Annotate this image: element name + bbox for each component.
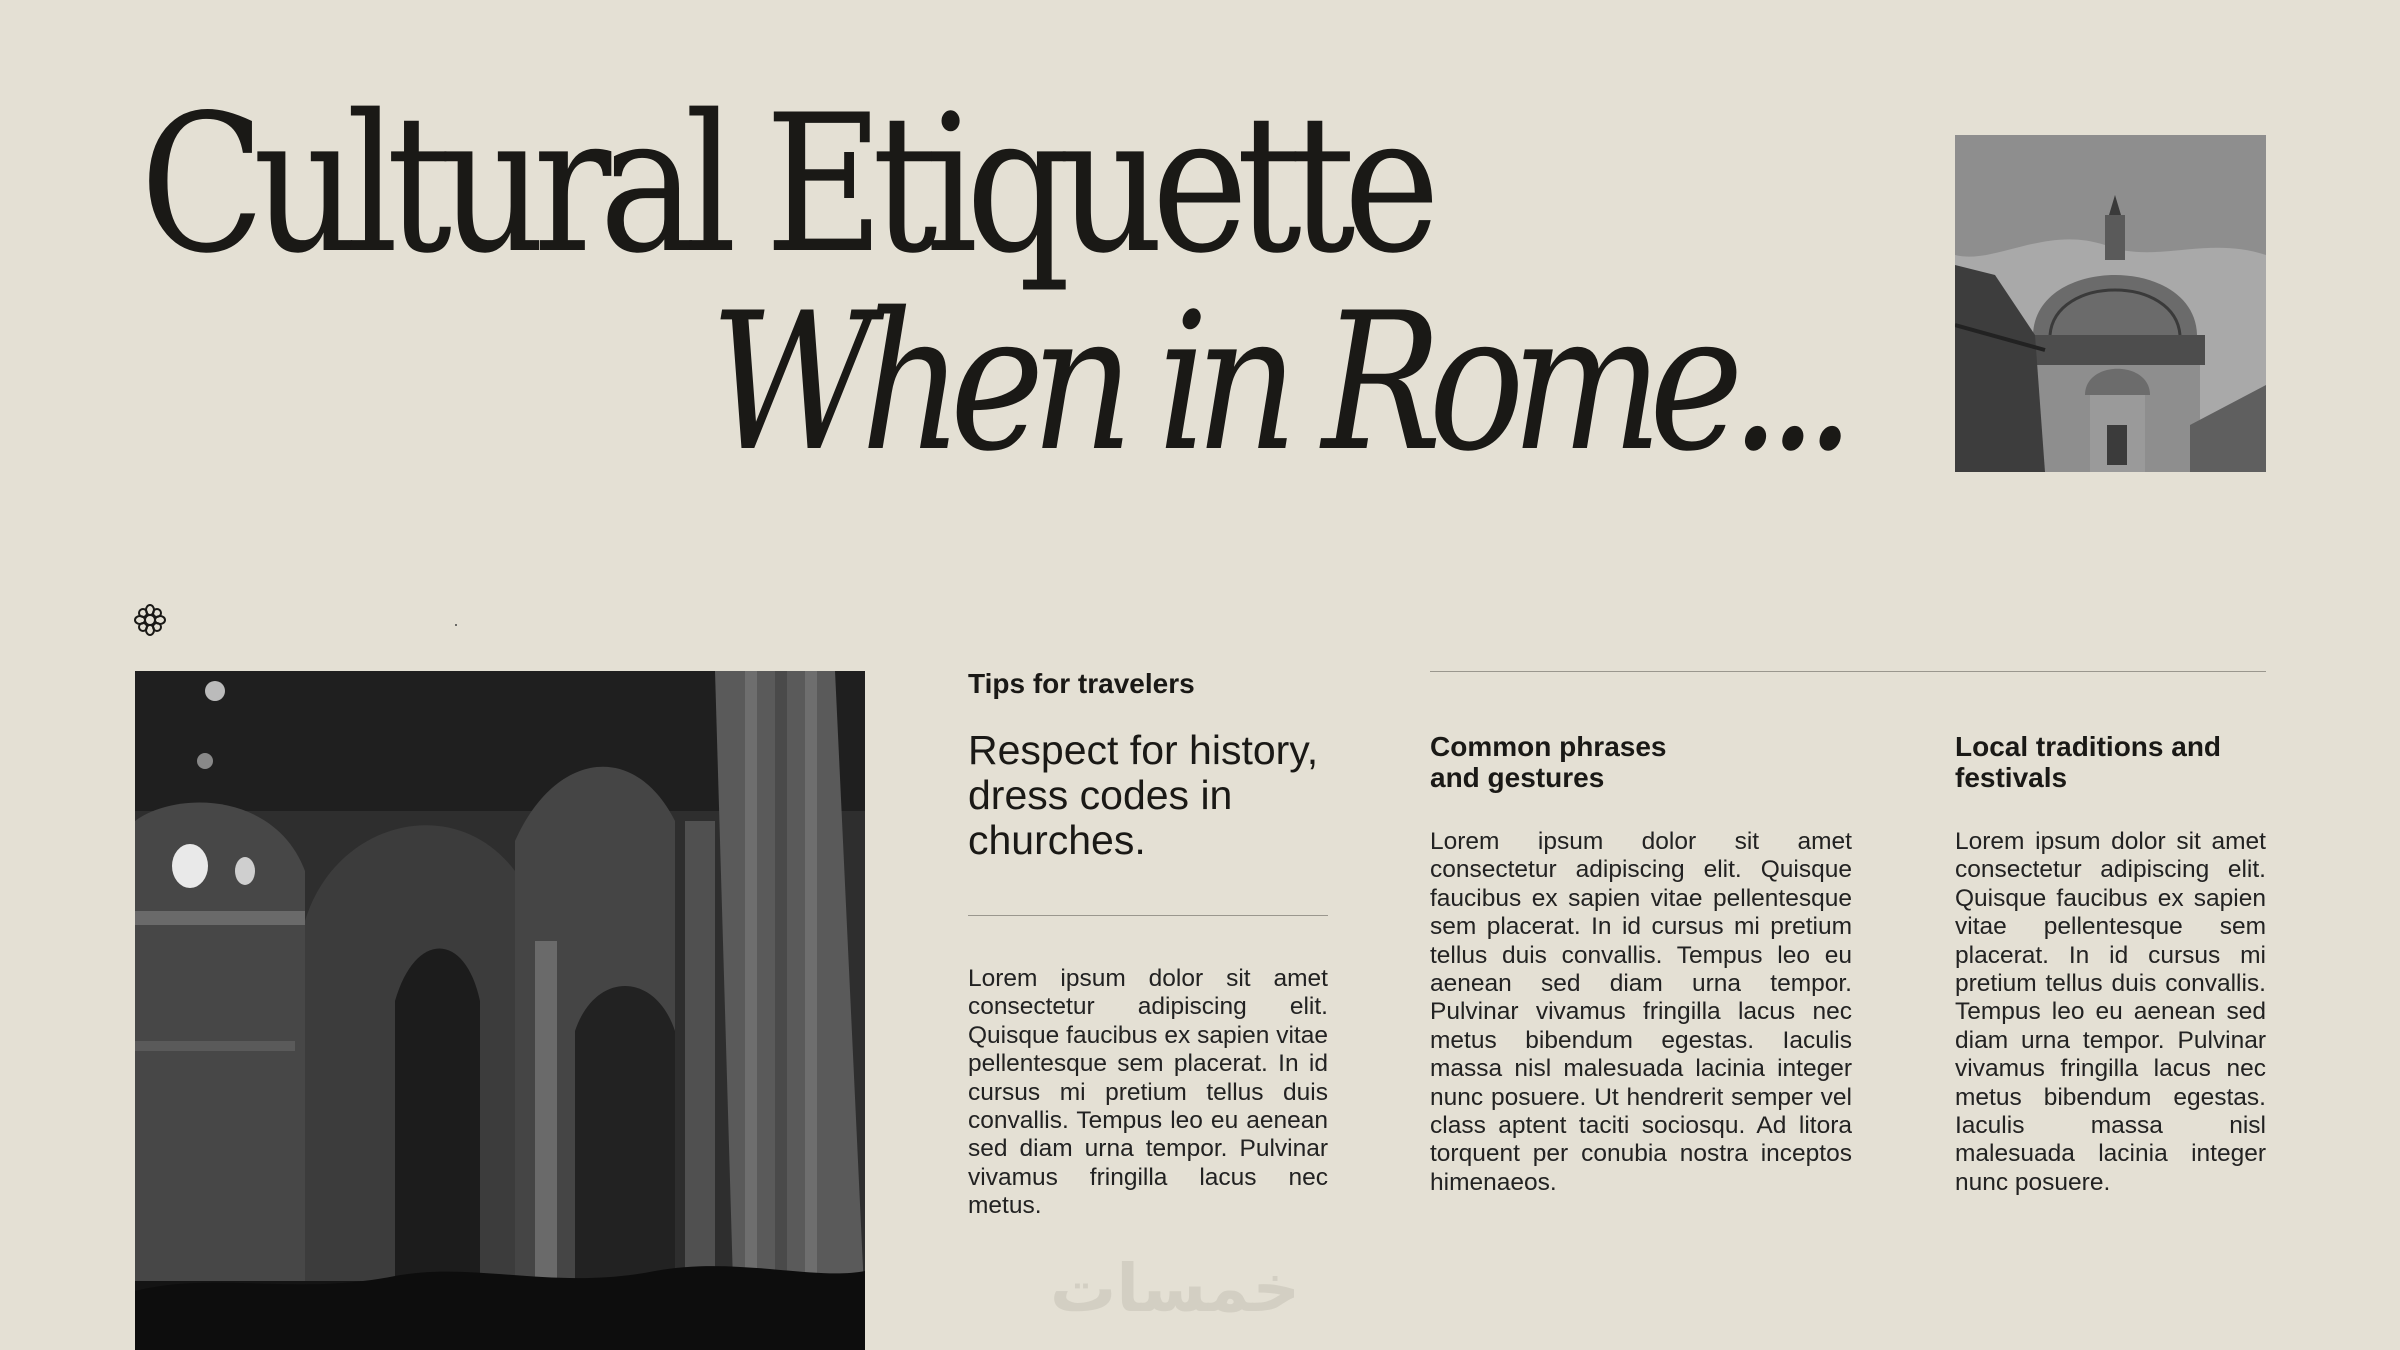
phrases-heading: Common phrases and gestures	[1430, 731, 1667, 793]
title-line-1: Cultural Etiquette	[140, 74, 1429, 295]
decorative-dot	[455, 624, 457, 626]
title-line-2: When in Rome...	[710, 272, 1843, 493]
watermark: خمسات	[1050, 1250, 1301, 1327]
tips-eyebrow: Tips for travelers	[968, 668, 1195, 699]
traditions-body: Lorem ipsum dolor sit amet consectetur adipiscing elit. Quisque faucibus ex sapien vitae pellentesque sem placerat. In id cursus mi pretium tellus duis convallis. Tempus leo eu aenean sed diam urna tempor. Pulvinar vivamus fringilla lacus nec metus bibendum egestas. Iaculis massa nisl malesuada lacinia integer nunc posuere.	[1955, 828, 2266, 1196]
tips-divider	[968, 915, 1328, 916]
dome-photo	[1955, 135, 2266, 472]
columns-divider	[1430, 671, 2266, 672]
traditions-heading: Local traditions and festivals	[1955, 731, 2222, 793]
flower-icon	[134, 604, 166, 636]
interior-photo	[135, 671, 865, 1350]
tips-lead: Respect for history, dress codes in churches.	[968, 727, 1319, 863]
tips-body: Lorem ipsum dolor sit amet consectetur adipiscing elit. Quisque faucibus ex sapien vitae pellentesque sem placerat. In id cursus mi pretium tellus duis convallis. Tempus leo eu aenean sed diam urna tempor. Pulvinar vivamus fringilla lacus nec metus.	[968, 965, 1328, 1220]
phrases-body: Lorem ipsum dolor sit amet consectetur adipiscing elit. Quisque faucibus ex sapien vitae pellentesque sem placerat. In id cursus mi pretium tellus duis convallis. Tempus leo eu aenean sed diam urna tempor. Pulvinar vivamus fringilla lacus nec metus bibendum egestas. Iaculis massa nisl malesuada lacinia integer nunc posuere. Ut hendrerit semper vel class aptent taciti sociosqu. Ad litora torquent per conubia nostra inceptos himenaeos.	[1430, 828, 1852, 1196]
